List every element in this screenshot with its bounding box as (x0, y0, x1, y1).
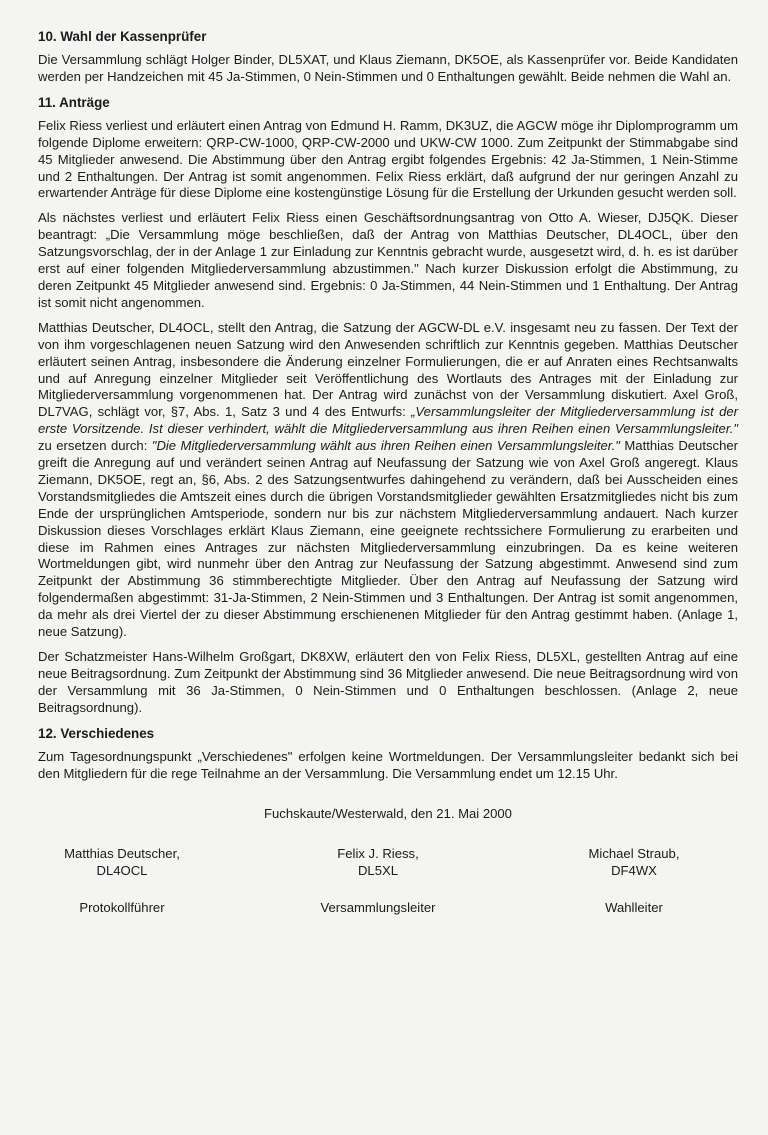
section-heading-verschiedenes: 12. Verschiedenes (38, 725, 155, 741)
satzung-text-1: Matthias Deutscher, DL4OCL, stellt den Antrag, die Satzung der AGCW-DL e.V. insgesamt neu zu fassen. Der Text der von ihm vorgeschlagenen neuen Satzung wird den Anwesenden schriftlich zur Kenntnis gegeben. Matthias Deutscher erläutert seinen Antrag, insbesondere die Änderung einzelner Formulierungen, die er auf Anraten eines Rechtsanwalts und auf Anregung einzelner Mitglieder seit Veröffentlichung des Wortlauts des Antrages mit der Einladung zur Mitgliederversammlung vorgenommenen hat. Der Antrag wird zunächst von der Versammlung diskutiert. Axel Groß, DL7VAG, schlägt vor, §7, Abs. 1, Satz 3 und 4 des Entwurfs: (38, 319, 738, 420)
signature-call: DL4OCL (96, 863, 148, 879)
signature-name: Michael Straub, (588, 846, 680, 862)
signature-role: Versammlungsleiter (320, 900, 436, 916)
paragraph-satzung (38, 320, 738, 641)
satzung-quote-original: „Versammlungsleiter der Mitgliederversammlung ist der erste Vorsitzende. Ist dieser verhindert, wählt die Mitgliederversammlung aus ihren Reihen einen Versammlungsleiter." (38, 404, 739, 437)
paragraph-kassenpruefer: Die Versammlung schlägt Holger Binder, DL5XAT, und Klaus Ziemann, DK5OE, als Kassenprüfer vor. Beide Kandidaten werden per Handzeichen mit 45 Ja-Stimmen, 0 Nein-Stimmen und 0 Enthaltungen gewählt. Beide nehmen die Wahl an. (38, 52, 738, 84)
document-page (38, 24, 738, 965)
satzung-text-3: Matthias Deutscher greift die Anregung auf und verändert seinen Antrag auf Neufassung der Satzung wie von Axel Groß angeregt. Klaus Ziemann, DK5OE, regt an, §6, Abs. 2 des Satzungsentwurfes dahingehend zu verändern, daß bei Ausscheiden eines Vorstandsmitgliedes die Amtszeit eines durch die übrigen Vorstandsmitglieder gewählten Ersatzmitgliedes nicht bis zum Ende der ursprünglichen Amtsperiode, sondern nur bis zur nächstem Mitgliederversammlung andauert. Nach kurzer Diskussion dieses Vorschlages erklärt Klaus Ziemann, eine geeignete rechtssichere Formulierung zu erarbeiten und diese im Rahmen eines Antrages zur nächsten Mitgliederversammlung einzubringen. Da es keine weiteren Wortmeldungen gibt, wird nunmehr über den Antrag zur Neufassung der Satzung abgestimmt. Anwesend sind zum Zeitpunkt der Abstimmung 36 stimmberechtigte Mitglieder. Über den Antrag auf Neufassung der Satzung wird folgendermaßen abgestimmt: 31-Ja-Stimmen, 2 Nein-Stimmen und 3 Enthaltungen. Der Antrag ist somit angenommen, da mehr als drei Viertel der zu dieser Abstimmung erschienenen Mitglieder für den Antrag gestimmt haben. (Anlage 1, neue Satzung). (38, 438, 738, 640)
section-heading-kassenpruefer: 10. Wahl der Kassenprüfer (38, 29, 207, 44)
signature-call: DF4WX (611, 863, 657, 879)
signature-protokollfuehrer (22, 845, 222, 916)
signature-name: Felix J. Riess, (337, 846, 419, 862)
signature-role: Protokollführer (79, 900, 165, 916)
satzung-text-2: zu ersetzen durch: (38, 438, 152, 454)
signature-call: DL5XL (357, 863, 399, 879)
paragraph-diplome: Felix Riess verliest und erläutert einen Antrag von Edmund H. Ramm, DK3UZ, die AGCW möge ihr Diplomprogramm um folgende Diplome erweitern: QRP-CW-1000, QRP-CW-2000 und UKW-CW 1000. Zum Zeitpunkt der Stimmabgabe sind 45 Mitglieder anwesend. Die Abstimmung über den Antrag ergibt folgendes Ergebnis: 42 Ja-Stimmen, 1 Nein-Stimme und 2 Enthaltungen. Der Antrag ist somit angenommen. Felix Riess erklärt, daß aufgrund der nur geringen Anzahl zu erwartender Anträge für diese Diplome eine kostengünstige Lösung für die Erstellung der Urkunden gesucht werden soll. (38, 117, 738, 201)
paragraph-geschaeftsordnung: Als nächstes verliest und erläutert Felix Riess einen Geschäftsordnungsantrag von Otto A. Wieser, DJ5QK. Dieser beantragt: „Die Versammlung möge beschließen, daß der Antrag von Matthias Deutscher, DL4OCL, über den Satzungsvorschlag, der in der Anlage 1 zur Einladung zur Kenntnis gebracht wurde, ausgesetzt wird, d. h. es ist darüber erst auf einer folgenden Mitgliederversammlung abzustimmen." Nach kurzer Diskussion erfolgt die Abstimmung, zu deren Zeitpunkt 45 Mitglieder anwesend sind. Ergebnis: 0 Ja-Stimmen, 44 Nein-Stimmen und 1 Enthaltung. Der Antrag ist somit nicht angenommen. (38, 210, 738, 310)
place-date: Fuchskaute/Westerwald, den 21. Mai 2000 (264, 806, 512, 822)
signature-block (38, 845, 738, 965)
paragraph-beitragsordnung: Der Schatzmeister Hans-Wilhelm Großgart, DK8XW, erläutert den von Felix Riess, DL5XL, gestellten Antrag auf eine neue Beitragsordnung. Zum Zeitpunkt der Abstimmung sind 36 Mitglieder anwesend. Die neue Beitragsordnung wird von der Versammlung mit 36 Ja-Stimmen, 0 Nein-Stimmen und 0 Enthaltungen beschlossen. (Anlage 2, neue Beitragsordnung). (38, 649, 738, 715)
section-heading-antraege: 11. Anträge (38, 94, 110, 110)
signature-wahlleiter (534, 845, 734, 916)
signature-name: Matthias Deutscher, (64, 846, 180, 862)
paragraph-verschiedenes: Zum Tagesordnungspunkt „Verschiedenes" erfolgen keine Wortmeldungen. Der Versammlungsleiter bedankt sich bei den Mitgliedern für die rege Teilnahme an der Versammlung. Die Versammlung endet um 12.15 Uhr. (38, 748, 738, 781)
signature-versammlungsleiter (278, 845, 478, 916)
signature-role: Wahlleiter (605, 900, 663, 916)
satzung-quote-new: "Die Mitgliederversammlung wählt aus ihren Reihen einen Versammlungsleiter." (151, 438, 620, 454)
